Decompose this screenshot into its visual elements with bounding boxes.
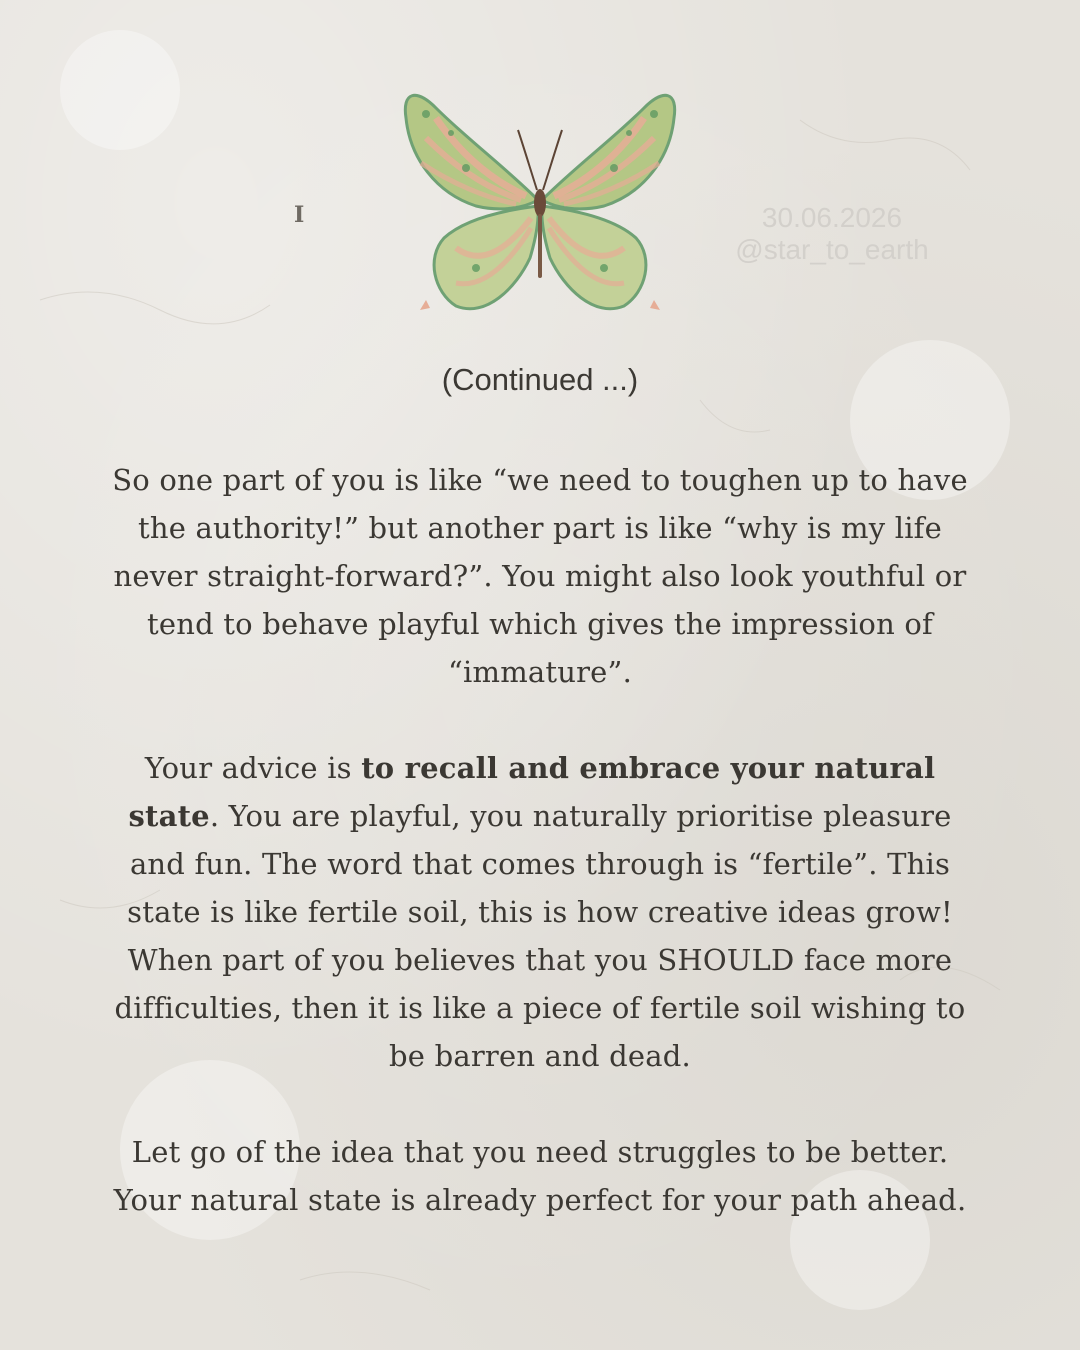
paragraph-3: Let go of the idea that you need struggles to be better. Your natural state is already perfect for your path ahead. bbox=[113, 1135, 967, 1217]
date-handle-stamp bbox=[722, 202, 942, 266]
paragraph-1: So one part of you is like “we need to toughen up to have the authority!” but another part is like “why is my life never straight-forward?”. You might also look youthful or tend to behave playful which gives the impression of “immature”. bbox=[112, 463, 968, 689]
page-number: I bbox=[294, 202, 305, 228]
paragraph-2 bbox=[100, 744, 980, 1080]
paragraph-2-lead: Your advice is bbox=[144, 751, 362, 785]
author-handle: @star_to_earth bbox=[735, 234, 929, 265]
post-date: 30.06.2026 bbox=[761, 202, 903, 233]
paragraph-2-bold: to recall and embrace your natural state bbox=[128, 751, 936, 833]
body-text bbox=[100, 456, 980, 1272]
continued-label: (Continued ...) bbox=[441, 362, 639, 397]
paragraph-2-rest: . You are playful, you naturally prioritise pleasure and fun. The word that comes through is “fertile”. This state is like fertile soil, this is how creative ideas grow! When part of you believes that you SHOULD face more difficulties, then it is like a piece of fertile soil wishing to be barren and dead. bbox=[114, 799, 966, 1073]
butterfly-icon bbox=[396, 78, 684, 328]
